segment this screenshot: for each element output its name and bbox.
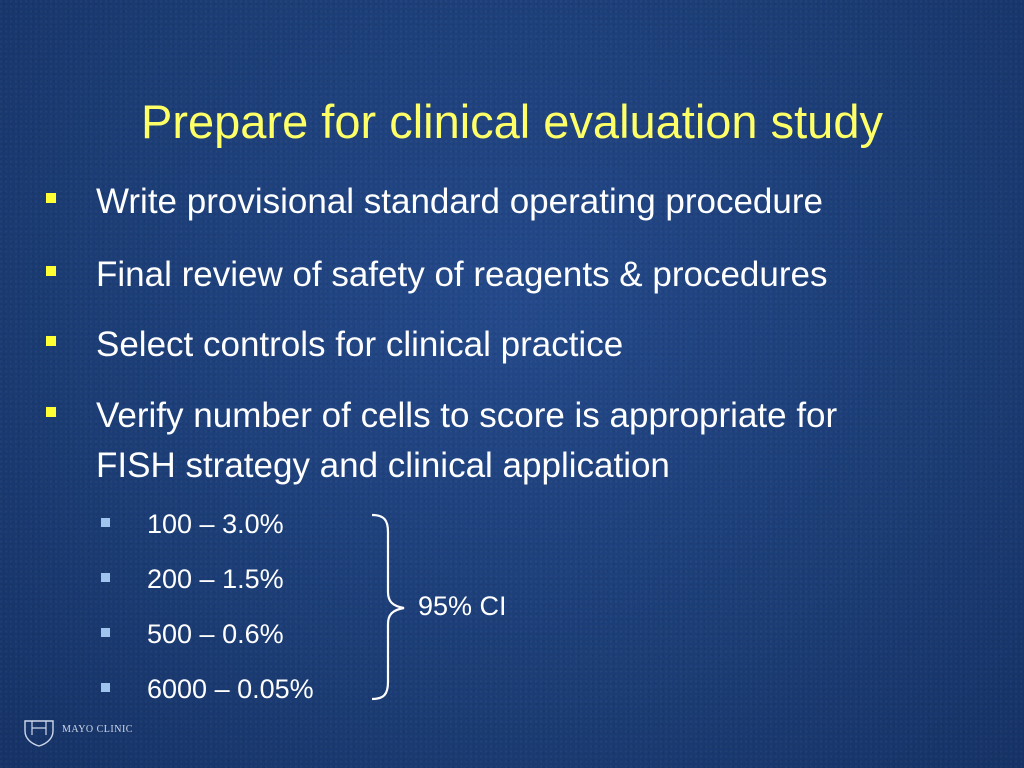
square-bullet-icon (46, 193, 56, 203)
bullet-text: Final review of safety of reagents & procedures (96, 255, 828, 294)
slide-title: Prepare for clinical evaluation study (141, 95, 883, 148)
square-bullet-icon (46, 407, 56, 417)
square-sub-bullet-icon (101, 628, 110, 637)
confidence-interval-label: 95% CI (418, 591, 507, 621)
curly-brace-icon (368, 512, 408, 702)
bullet-text: FISH strategy and clinical application (96, 446, 670, 485)
square-sub-bullet-icon (101, 573, 110, 582)
square-sub-bullet-icon (101, 518, 110, 527)
sub-bullet-text: 200 – 1.5% (147, 564, 284, 594)
square-bullet-icon (46, 266, 56, 276)
bullet-text: Select controls for clinical practice (96, 325, 624, 364)
mayo-shield-icon (22, 717, 56, 747)
bullet-text: Verify number of cells to score is appropriate for (96, 396, 838, 435)
bullet-text: Write provisional standard operating procedure (96, 182, 823, 221)
mayo-clinic-logo (22, 717, 152, 747)
sub-bullet-text: 6000 – 0.05% (147, 674, 314, 704)
sub-bullet-text: 500 – 0.6% (147, 619, 284, 649)
logo-wordmark: MAYO CLINIC (62, 724, 133, 735)
square-bullet-icon (46, 336, 56, 346)
sub-bullet-text: 100 – 3.0% (147, 509, 284, 539)
square-sub-bullet-icon (101, 683, 110, 692)
